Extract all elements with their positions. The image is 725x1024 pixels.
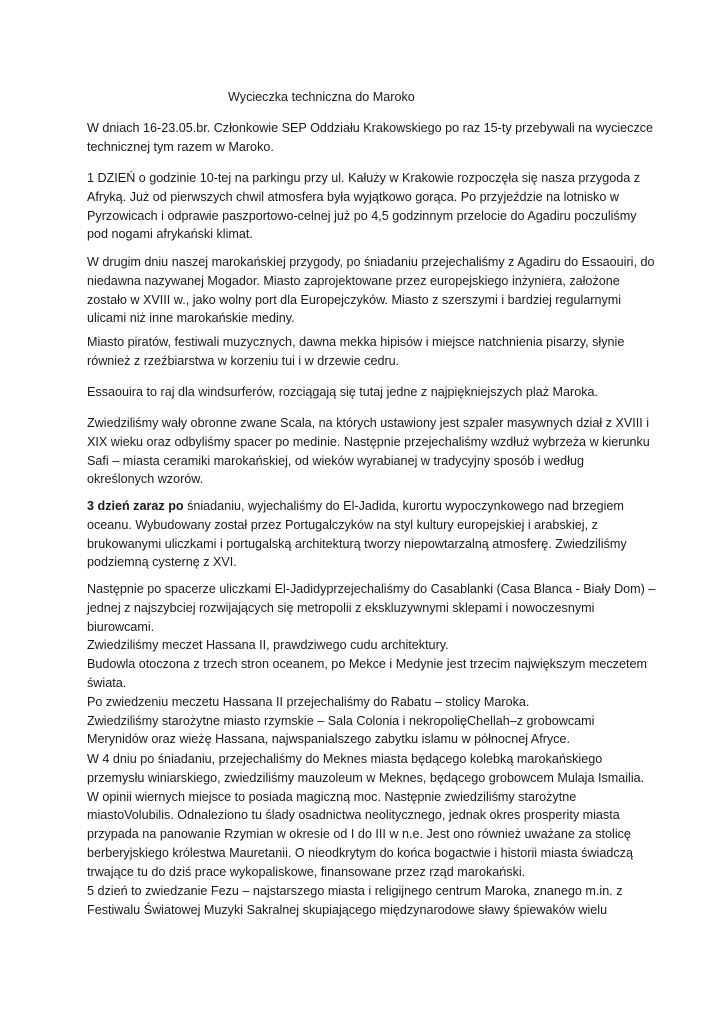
paragraph-pirates xyxy=(87,333,643,371)
document-title: Wycieczka techniczna do Maroko xyxy=(228,90,415,104)
text-line: Zwiedziliśmy starożytne miasto rzymskie – Sala Colonia i nekropolięChellah–z grobowcami xyxy=(87,713,595,728)
text-line: berberyjskiego królestwa Mauretanii. O nieodkrytym do końca bogactwie i historii miasta świadczą xyxy=(87,845,633,860)
paragraph-casablanca-rabat xyxy=(87,580,656,749)
text-line: Pyrzowicach i odprawie paszportowo-celnej już po 4,5 godzinnym przelocie do Agadiru poczuliśmy xyxy=(87,208,637,223)
paragraph-day-2 xyxy=(87,253,655,328)
text-line: biurowcami. xyxy=(87,619,155,634)
text-line: Festiwalu Światowej Muzyki Sakralnej skupiającego międzynarodowe sławy śpiewaków wielu xyxy=(87,902,608,917)
text-line: podziemną cysternę z XVI. xyxy=(87,555,237,570)
text-line: W dniach 16-23.05.br. Członkowie SEP Oddziału Krakowskiego po raz 15-ty przebywali na wycieczce xyxy=(87,121,654,135)
text-line: W 4 dniu po śniadaniu, przejechaliśmy do Meknes miasta będącego kolebką marokańskiego xyxy=(87,752,603,766)
text-line: Zwiedziliśmy meczet Hassana II, prawdziwego cudu architektury. xyxy=(87,638,449,653)
text-line: Następnie po spacerze uliczkami El-Jadidyprzejechaliśmy do Casablanki (Casa Blanca - Biały Dom) – xyxy=(87,582,656,596)
paragraph-day-3 xyxy=(87,497,643,572)
text-line: miastoVolubilis. Odnaleziono tu ślady osadnictwa neolitycznego, jednak okres prosperity miasta xyxy=(87,808,620,823)
text-line: określonych wzorów. xyxy=(87,472,204,487)
text-line: świata. xyxy=(87,675,127,690)
text-line: Essaouira to raj dla windsurferów, rozciągają się tutaj jedne z najpiękniejszych plaż Maroka. xyxy=(87,385,599,399)
paragraph-day-5 xyxy=(87,882,643,920)
text-line: oceanu. Wybudowany został przez Portugalczyków na styl kultury europejskiej i arabskiej, z xyxy=(87,517,598,532)
text-line: 1 DZIEŃ o godzinie 10-tej na parkingu przy ul. Kałuży w Krakowie rozpoczęła się nasza przygoda z xyxy=(87,171,640,185)
text-line: Miasto piratów, festiwali muzycznych, dawna mekka hipisów i miejsce natchnienia pisarzy, słynie xyxy=(87,335,625,349)
text-line: jednej z najszybciej rozwijających się metropolii z ekskluzywnymi sklepami i nowoczesnymi xyxy=(87,600,595,615)
paragraph-day-1 xyxy=(87,169,643,244)
text-line: W drugim dniu naszej marokańskiej przygody, po śniadaniu przejechaliśmy z Agadiru do Essaouiri, do xyxy=(87,255,655,269)
text-run: śniadaniu, wyjechaliśmy do El-Jadida, kurortu wypoczynkowego nad brzegiem xyxy=(183,499,624,513)
text-line: niedawna nazywanej Mogador. Miasto zaprojektowane przez europejskiego inżyniera, założone xyxy=(87,273,620,288)
text-line: ulicami niż inne marokańskie mediny. xyxy=(87,311,295,326)
paragraph-intro xyxy=(87,119,654,157)
text-line: Po zwiedzeniu meczetu Hassana II przejechaliśmy do Rabatu – stolicy Maroka. xyxy=(87,694,530,709)
text-line: 5 dzień to zwiedzanie Fezu – najstarszego miasta i religijnego centrum Maroka, znanego m.in. z xyxy=(87,884,623,898)
text-line: XIX wieku oraz odbyliśmy spacer po medinie. Następnie przejechaliśmy wzdłuż wybrzeża w kierunku xyxy=(87,434,650,449)
text-line: Merynidów oraz wieżę Hassana, najwspanialszego zabytku islamu w północnej Afryce. xyxy=(87,732,570,747)
text-line: Safi – miasta ceramiki marokańskiej, od wieków wyrabianej w tradycyjny sposób i według xyxy=(87,453,584,468)
text-line: trwające tu do dziś prace wykopaliskowe, finansowane przez rząd marokański. xyxy=(87,864,526,879)
text-line: pod nogami afrykański klimat. xyxy=(87,227,253,242)
text-line xyxy=(87,497,643,516)
text-line: przypada na panowanie Rzymian w okresie od I do III w n.e. Jest ono również uważane za stolicę xyxy=(87,827,631,842)
text-line: brukowanymi uliczkami i portugalską architekturą tworzy niepowtarzalną atmosferę. Zwiedziliśmy xyxy=(87,536,627,551)
text-line: przemysłu winiarskiego, zwiedziliśmy mauzoleum w Meknes, będącego grobowcem Mulaja Ismailia. xyxy=(87,770,645,785)
text-line: Budowla otoczona z trzech stron oceanem, po Mekce i Medynie jest trzecim największym meczetem xyxy=(87,657,647,672)
text-line: zostało w XVIII w., jako wolny port dla Europejczyków. Miasto z szerszymi i bardziej regularnymi xyxy=(87,292,622,307)
paragraph-windsurfing xyxy=(87,383,643,402)
text-line: również z rzeźbiarstwa w korzeniu tui i w drzewie cedru. xyxy=(87,353,400,368)
text-line: technicznej tym razem w Maroko. xyxy=(87,139,274,154)
paragraph-scala xyxy=(87,414,650,489)
text-line: Zwiedziliśmy wały obronne zwane Scala, na których ustawiony jest szpaler masywnych dział z XVIII i xyxy=(87,416,650,430)
text-line: W opinii wiernych miejsce to posiada magiczną moc. Następnie zwiedziliśmy starożytne xyxy=(87,789,577,804)
day-heading: 3 dzień zaraz po xyxy=(87,499,184,513)
paragraph-day-4 xyxy=(87,750,643,882)
text-line: Afryką. Już od pierwszych chwil atmosfera była wyjątkowo gorąca. Po przyjeździe na lotnisko w xyxy=(87,189,619,204)
